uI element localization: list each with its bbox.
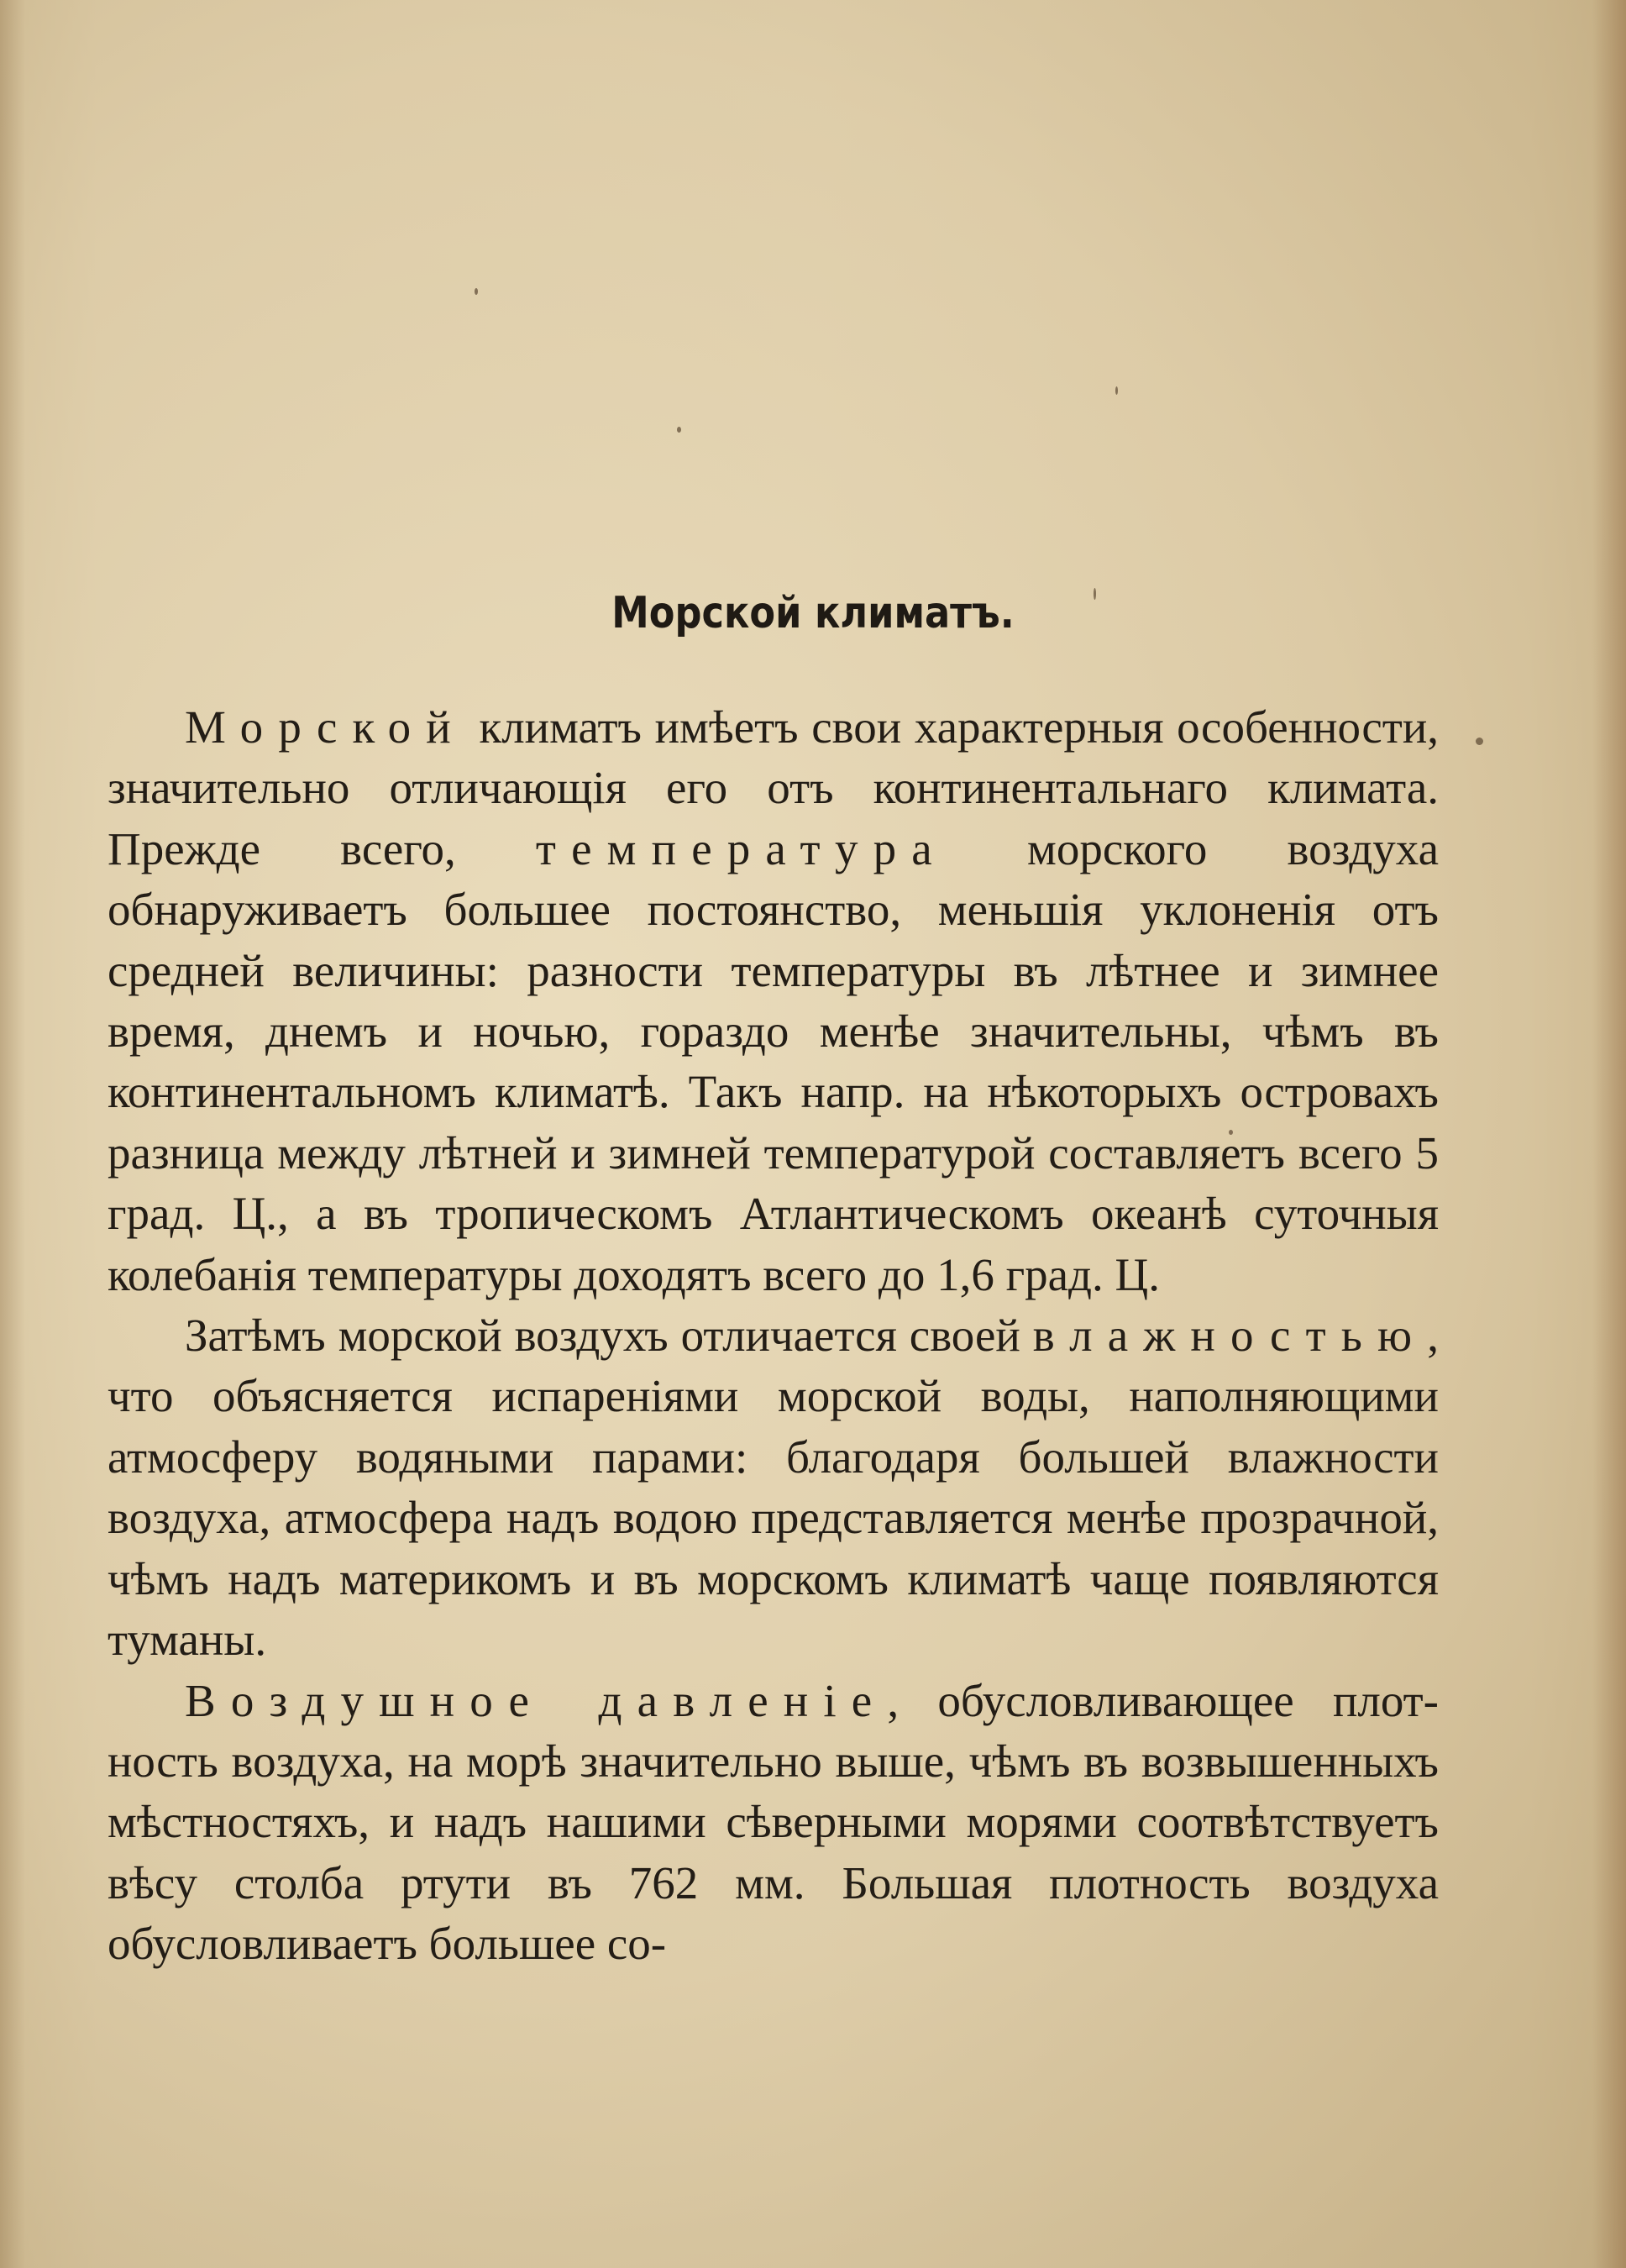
paragraph-text: Затѣмъ морской воздухъ отличается своей: [185, 1310, 1033, 1362]
paper-speck: [1476, 738, 1483, 745]
spaced-emphasis-text: температура: [535, 822, 947, 874]
paper-speck: [475, 288, 478, 295]
body-text: [108, 697, 1439, 1975]
spaced-emphasis-text: влажностью: [1032, 1310, 1428, 1362]
page-title: Морской климатъ.: [611, 588, 1015, 638]
page-left-shadow: [0, 0, 25, 2268]
paper-speck: [677, 427, 681, 433]
paragraph-text: морского воздуха обнаруживаетъ большее постоянство, меньшія уклоненія отъ средней величины: разности температуры въ лѣтнее и зимнее время, днемъ и ночью, гораздо менѣе значительны, чѣмъ въ континентальномъ климатѣ. Такъ напр. на нѣкоторыхъ островахъ разница между лѣтней и зимней температурой составляетъ всего 5 град. Ц., а въ тропическомъ Атлантическомъ океанѣ суточныя колебанія температуры доходятъ всего до 1,6 град. Ц.: [108, 822, 1439, 1300]
paragraph-text: климатъ имѣетъ свои характерныя особенности, значительно отличающія его отъ континентальнаго климата. Прежде всего,: [108, 701, 1439, 874]
paragraph-text: , что объясняется испареніями морской воды, наполняющими атмосферу водяными парами: благодаря большей влажности воздуха, атмосфера надъ водою представляется менѣе прозрачной, чѣмъ надъ материкомъ и въ морскомъ климатѣ чаще появляются туманы.: [108, 1310, 1439, 1666]
paragraph: [108, 1671, 1439, 1975]
spaced-emphasis-text: Морской: [185, 701, 466, 753]
paragraph: [108, 1305, 1439, 1670]
paper-speck: [1115, 386, 1118, 395]
page-right-shadow: [1592, 0, 1626, 2268]
spaced-emphasis-text: Воздушное давленіе: [185, 1674, 888, 1726]
paragraph-text: , обусловливающее плотность воздуха, на морѣ значительно выше, чѣмъ въ возвышенныхъ мѣстностяхъ, и надъ нашими сѣверными морями соотвѣтствуетъ вѣсу столба ртути въ 762 мм. Большая плотность воздуха обусловливаетъ большее со-: [108, 1674, 1439, 1970]
paragraph: [108, 697, 1439, 1305]
